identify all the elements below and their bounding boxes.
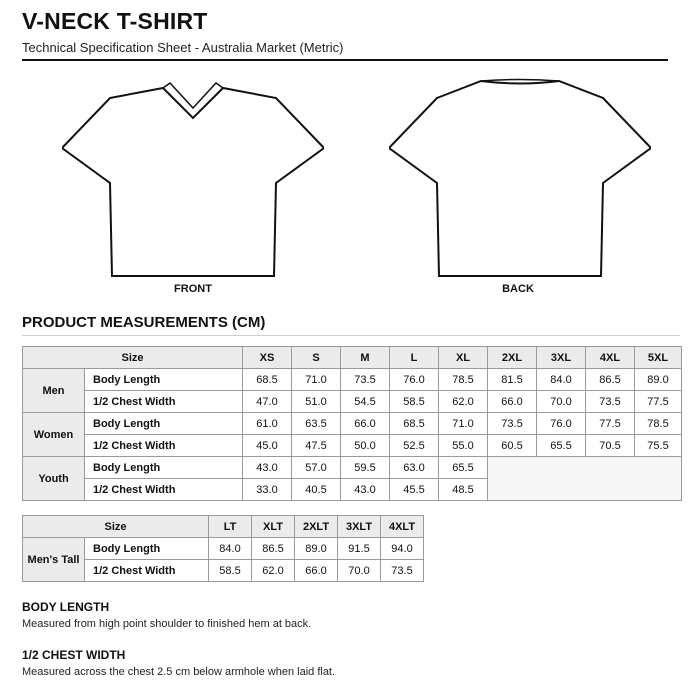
section-title-measurements: PRODUCT MEASUREMENTS (CM) bbox=[22, 314, 266, 331]
size-col-header: 3XL bbox=[537, 347, 586, 369]
table-cell: 58.5 bbox=[390, 391, 439, 413]
size-header: Size bbox=[23, 516, 209, 538]
table-cell: 48.5 bbox=[439, 479, 488, 501]
table-cell: 47.5 bbox=[292, 435, 341, 457]
row-label: 1/2 Chest Width bbox=[85, 435, 243, 457]
size-table-tall bbox=[22, 515, 424, 582]
section-divider bbox=[22, 335, 680, 336]
table-cell: 89.0 bbox=[295, 538, 338, 560]
table-cell: 68.5 bbox=[390, 413, 439, 435]
table-cell: 76.0 bbox=[390, 369, 439, 391]
table-cell: 60.5 bbox=[488, 435, 537, 457]
page-subtitle: Technical Specification Sheet - Australia Market (Metric) bbox=[22, 40, 344, 55]
table-cell: 81.5 bbox=[488, 369, 537, 391]
tshirt-back-icon bbox=[389, 78, 651, 278]
group-label-mens-tall: Men's Tall bbox=[23, 538, 85, 582]
header-divider bbox=[22, 59, 668, 61]
table-cell: 59.5 bbox=[341, 457, 390, 479]
row-label: 1/2 Chest Width bbox=[85, 560, 209, 582]
table-cell: 84.0 bbox=[209, 538, 252, 560]
table-cell: 73.5 bbox=[586, 391, 635, 413]
size-header: Size bbox=[23, 347, 243, 369]
table-cell: 62.0 bbox=[252, 560, 295, 582]
table-cell: 94.0 bbox=[381, 538, 424, 560]
table-cell: 70.0 bbox=[338, 560, 381, 582]
size-col-header: XS bbox=[243, 347, 292, 369]
table-row bbox=[23, 413, 682, 435]
table-cell: 91.5 bbox=[338, 538, 381, 560]
size-col-header: 5XL bbox=[635, 347, 682, 369]
table-cell: 43.0 bbox=[341, 479, 390, 501]
group-label-women: Women bbox=[23, 413, 85, 457]
size-col-header: 3XLT bbox=[338, 516, 381, 538]
table-cell: 66.0 bbox=[295, 560, 338, 582]
table-cell: 66.0 bbox=[488, 391, 537, 413]
size-col-header: 2XL bbox=[488, 347, 537, 369]
size-col-header: XLT bbox=[252, 516, 295, 538]
size-col-header: XL bbox=[439, 347, 488, 369]
row-label: 1/2 Chest Width bbox=[85, 479, 243, 501]
table-cell: 86.5 bbox=[252, 538, 295, 560]
table-cell: 45.5 bbox=[390, 479, 439, 501]
table-cell: 78.5 bbox=[439, 369, 488, 391]
table-cell: 51.0 bbox=[292, 391, 341, 413]
table-cell: 68.5 bbox=[243, 369, 292, 391]
table-cell: 63.5 bbox=[292, 413, 341, 435]
row-label: Body Length bbox=[85, 457, 243, 479]
row-label: Body Length bbox=[85, 369, 243, 391]
size-table-standard bbox=[22, 346, 682, 501]
size-col-header: 4XLT bbox=[381, 516, 424, 538]
table-cell: 43.0 bbox=[243, 457, 292, 479]
table-cell: 77.5 bbox=[586, 413, 635, 435]
table-cell: 70.5 bbox=[586, 435, 635, 457]
table-cell: 62.0 bbox=[439, 391, 488, 413]
table-cell: 65.5 bbox=[537, 435, 586, 457]
table-row bbox=[23, 457, 682, 479]
size-col-header: S bbox=[292, 347, 341, 369]
table-cell: 57.0 bbox=[292, 457, 341, 479]
row-label: Body Length bbox=[85, 413, 243, 435]
table-cell: 66.0 bbox=[341, 413, 390, 435]
table-cell: 75.5 bbox=[635, 435, 682, 457]
row-label: Body Length bbox=[85, 538, 209, 560]
size-col-header: M bbox=[341, 347, 390, 369]
table-cell: 55.0 bbox=[439, 435, 488, 457]
size-col-header: 4XL bbox=[586, 347, 635, 369]
table-header-row bbox=[23, 516, 424, 538]
front-label: FRONT bbox=[174, 283, 212, 295]
table-cell: 76.0 bbox=[537, 413, 586, 435]
empty-cell-block bbox=[488, 457, 682, 501]
table-cell: 63.0 bbox=[390, 457, 439, 479]
size-col-header: L bbox=[390, 347, 439, 369]
table-cell: 45.0 bbox=[243, 435, 292, 457]
table-cell: 33.0 bbox=[243, 479, 292, 501]
note-heading-body-length: BODY LENGTH bbox=[22, 600, 110, 614]
table-cell: 77.5 bbox=[635, 391, 682, 413]
table-header-row bbox=[23, 347, 682, 369]
table-cell: 89.0 bbox=[635, 369, 682, 391]
table-row bbox=[23, 391, 682, 413]
table-cell: 54.5 bbox=[341, 391, 390, 413]
note-text-body-length: Measured from high point shoulder to finished hem at back. bbox=[22, 618, 312, 630]
table-cell: 86.5 bbox=[586, 369, 635, 391]
group-label-men: Men bbox=[23, 369, 85, 413]
size-col-header: 2XLT bbox=[295, 516, 338, 538]
size-col-header: LT bbox=[209, 516, 252, 538]
table-cell: 71.0 bbox=[292, 369, 341, 391]
table-cell: 47.0 bbox=[243, 391, 292, 413]
group-label-youth: Youth bbox=[23, 457, 85, 501]
row-label: 1/2 Chest Width bbox=[85, 391, 243, 413]
note-text-chest-width: Measured across the chest 2.5 cm below armhole when laid flat. bbox=[22, 666, 336, 678]
table-cell: 65.5 bbox=[439, 457, 488, 479]
table-cell: 40.5 bbox=[292, 479, 341, 501]
note-heading-chest-width: 1/2 CHEST WIDTH bbox=[22, 648, 126, 662]
table-cell: 73.5 bbox=[381, 560, 424, 582]
table-cell: 73.5 bbox=[488, 413, 537, 435]
table-cell: 50.0 bbox=[341, 435, 390, 457]
table-row bbox=[23, 435, 682, 457]
table-row bbox=[23, 538, 424, 560]
back-label: BACK bbox=[502, 283, 534, 295]
table-cell: 71.0 bbox=[439, 413, 488, 435]
table-cell: 70.0 bbox=[537, 391, 586, 413]
table-cell: 58.5 bbox=[209, 560, 252, 582]
page-title: V-NECK T-SHIRT bbox=[22, 8, 208, 34]
table-cell: 61.0 bbox=[243, 413, 292, 435]
table-cell: 73.5 bbox=[341, 369, 390, 391]
table-cell: 84.0 bbox=[537, 369, 586, 391]
table-cell: 52.5 bbox=[390, 435, 439, 457]
table-cell: 78.5 bbox=[635, 413, 682, 435]
v-neck-tshirt-front-icon bbox=[62, 78, 324, 278]
table-row bbox=[23, 369, 682, 391]
